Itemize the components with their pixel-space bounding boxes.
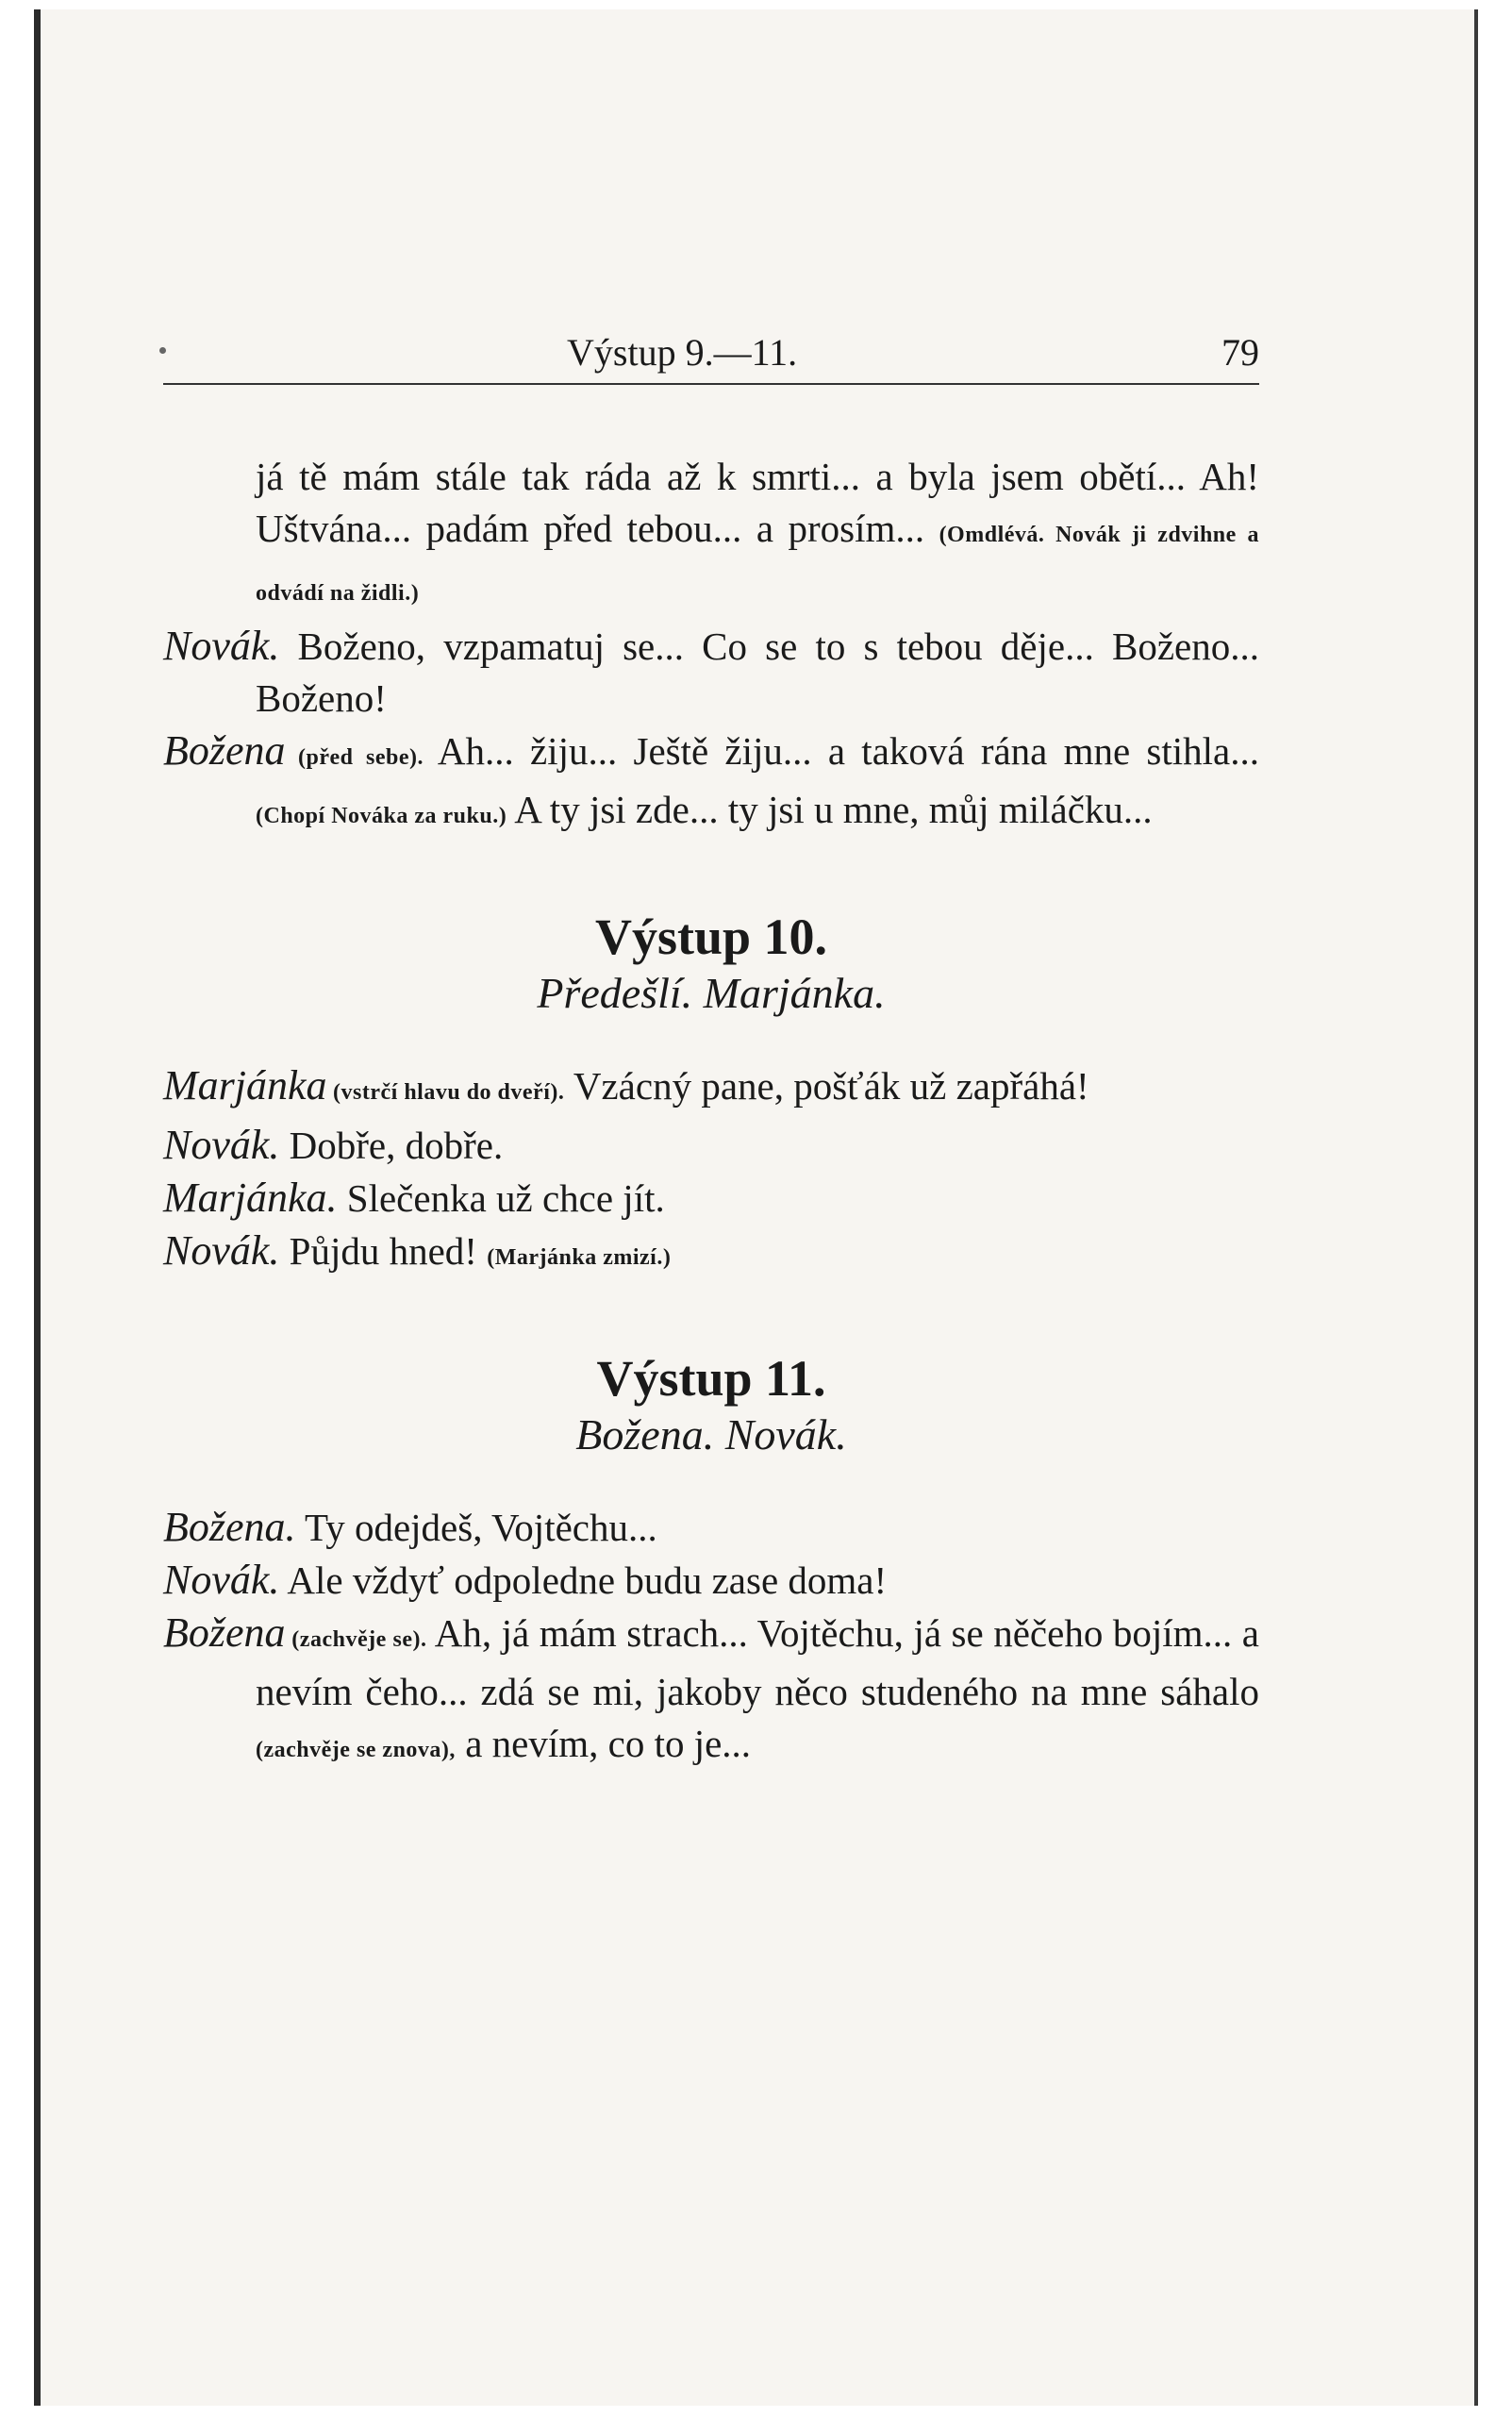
speaker-name: Marjánka (163, 1062, 327, 1108)
dialogue-text: Vzácný pane, pošťák už zapřáhá! (564, 1064, 1089, 1108)
speech-paragraph (163, 620, 1259, 725)
stage-direction: (Chopí Nováka za ruku.) (256, 804, 507, 828)
play-text (163, 451, 1259, 1776)
speech-paragraph (163, 1119, 1259, 1172)
stage-direction: (vstrčí hlavu do dveří). (326, 1080, 565, 1105)
dialogue-text: Ah... žiju... Ještě žiju... a taková rána mne stihla... (423, 729, 1259, 773)
speaker-name: Novák. (163, 623, 280, 669)
speech-paragraph (163, 725, 1259, 842)
running-head (163, 330, 1259, 377)
dialogue-text: Ale vždyť odpoledne budu zase doma! (279, 1559, 888, 1602)
speech-paragraph (163, 1059, 1259, 1119)
printing-speck (159, 347, 166, 354)
dialogue-text: Boženo, vzpamatuj se... Co se to s tebou děje... Boženo... Boženo! (256, 625, 1259, 720)
scene-cast: Božena. Novák. (575, 1410, 847, 1459)
header-rule (163, 383, 1259, 385)
stage-direction: (zachvěje se). (285, 1627, 427, 1652)
speaker-name: Novák. (163, 1557, 280, 1603)
speaker-name: Božena. (163, 1504, 296, 1550)
book-page (34, 9, 1478, 2406)
dialogue-text: Slečenka už chce jít. (337, 1176, 665, 1220)
speaker-name: Marjánka. (163, 1175, 338, 1221)
dialogue-text: já tě mám stále tak ráda až k smrti... a byla jsem obětí... Ah! Uštvána... padám před tebou... a prosím... (256, 455, 1259, 550)
scene-heading: Výstup 10. (594, 908, 828, 965)
dialogue-text: Půjdu hned! (279, 1229, 488, 1273)
speaker-name: Božena (163, 1609, 286, 1656)
speaker-name: Božena (163, 727, 286, 774)
dialogue-text: Dobře, dobře. (279, 1124, 504, 1167)
speech-paragraph (163, 1554, 1259, 1607)
stage-direction: (Marjánka zmizí.) (487, 1245, 672, 1270)
dialogue-text: Ah, já mám strach... Vojtěchu, já se něčeho bojím... a nevím čeho... zdá se mi, jakoby něco studeného na mne sáhalo (256, 1611, 1259, 1713)
scene-heading: Výstup 11. (596, 1350, 826, 1407)
speech-paragraph (163, 1172, 1259, 1225)
speech-paragraph (163, 1225, 1259, 1284)
stage-direction: (před sebe). (285, 745, 424, 770)
page-number: 79 (1221, 331, 1259, 374)
continued-paragraph (163, 451, 1259, 620)
dialogue-text: a nevím, co to je... (455, 1722, 752, 1765)
scene-cast: Předešlí. Marjánka. (537, 969, 886, 1017)
speaker-name: Novák. (163, 1122, 280, 1168)
running-head-title: Výstup 9.—11. (567, 331, 798, 374)
page-content (163, 330, 1259, 1776)
dialogue-text: A ty jsi zde... ty jsi u mne, můj miláčku... (507, 788, 1153, 831)
speech-paragraph (163, 1501, 1259, 1554)
speaker-name: Novák. (163, 1227, 280, 1274)
stage-direction: (zachvěje se znova), (256, 1738, 456, 1762)
stage-direction: (Omdlévá. Novák ji zdvihne a odvádí na židli.) (256, 523, 1259, 606)
dialogue-text: Ty odejdeš, Vojtěchu... (295, 1506, 657, 1549)
speech-paragraph (163, 1607, 1259, 1776)
